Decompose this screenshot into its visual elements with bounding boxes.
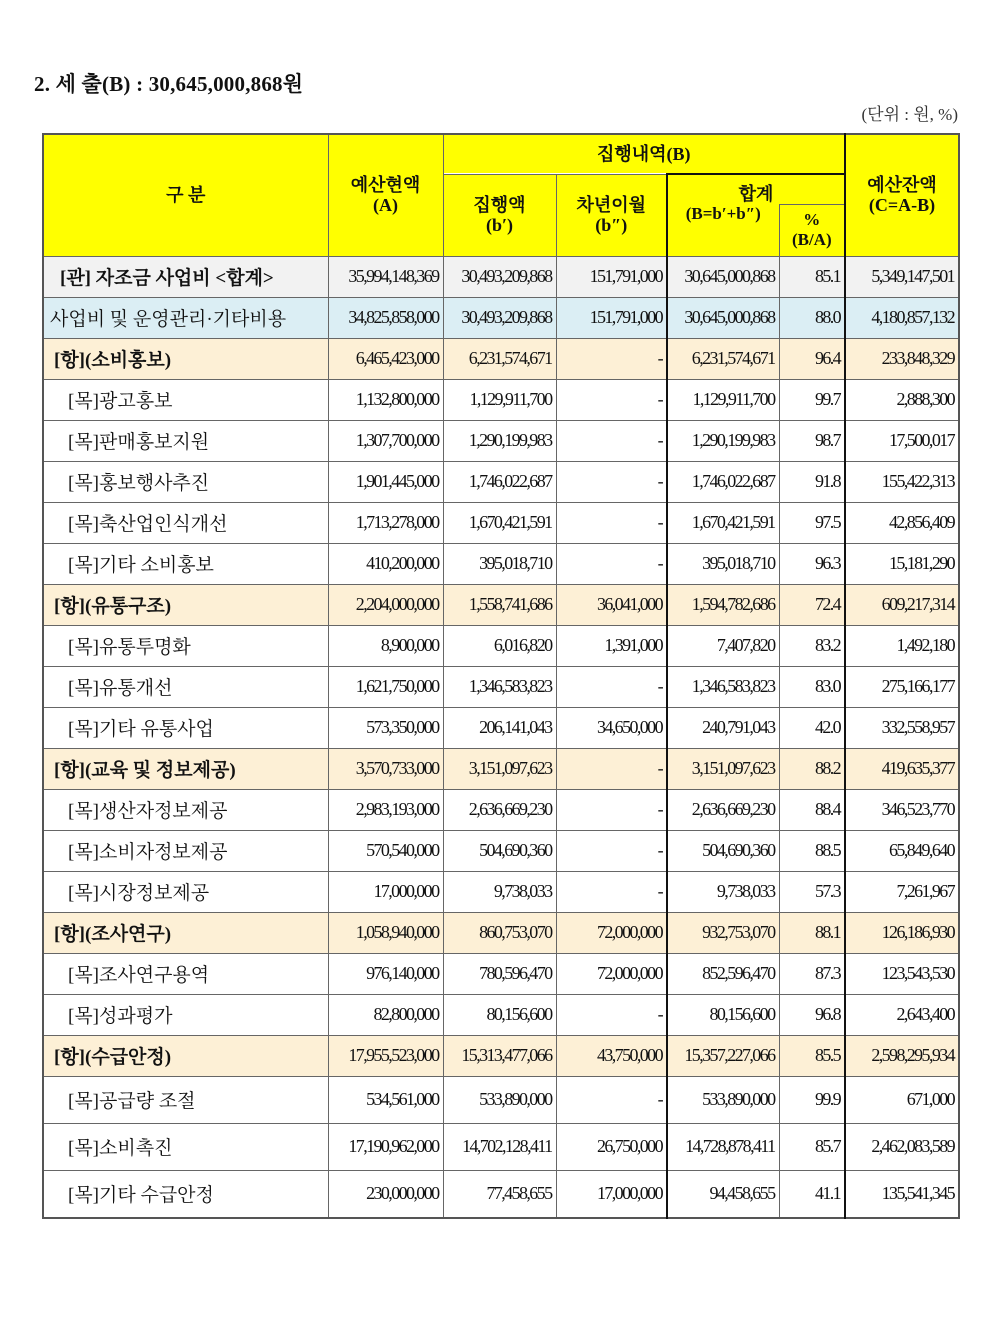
- cell-pct: 85.1: [779, 256, 845, 297]
- header-pct: % (B/A): [779, 204, 845, 256]
- cell-pct: 99.9: [779, 1076, 845, 1123]
- cell-total: 15,357,227,066: [667, 1035, 779, 1076]
- cell-carryover: -: [556, 994, 667, 1035]
- cell-carryover: -: [556, 543, 667, 584]
- table-row-mok: [43, 830, 959, 871]
- table-row-mok: [43, 994, 959, 1035]
- cell-budget: 8,900,000: [328, 625, 443, 666]
- cell-remaining: 65,849,640: [845, 830, 959, 871]
- cell-total: 240,791,043: [667, 707, 779, 748]
- cell-remaining: 5,349,147,501: [845, 256, 959, 297]
- cell-remaining: 419,635,377: [845, 748, 959, 789]
- cell-remaining: 42,856,409: [845, 502, 959, 543]
- cell-executed: 14,702,128,411: [443, 1123, 556, 1170]
- cell-budget: 6,465,423,000: [328, 338, 443, 379]
- row-label: [항](교육 및 정보제공): [43, 748, 328, 789]
- cell-remaining: 2,643,400: [845, 994, 959, 1035]
- cell-carryover: 26,750,000: [556, 1123, 667, 1170]
- row-label: [목]기타 수급안정: [43, 1170, 328, 1218]
- cell-remaining: 609,217,314: [845, 584, 959, 625]
- cell-total: 1,670,421,591: [667, 502, 779, 543]
- table-row-hang: [43, 1035, 959, 1076]
- row-label: 사업비 및 운영관리·기타비용: [43, 297, 328, 338]
- cell-executed: 6,231,574,671: [443, 338, 556, 379]
- cell-pct: 97.5: [779, 502, 845, 543]
- header-total-sub: (B=b′+b″): [667, 204, 779, 256]
- cell-remaining: 2,888,300: [845, 379, 959, 420]
- cell-remaining: 123,543,530: [845, 953, 959, 994]
- table-row-mok: [43, 707, 959, 748]
- cell-total: 504,690,360: [667, 830, 779, 871]
- cell-total: 852,596,470: [667, 953, 779, 994]
- unit-note: (단위 : 원, %): [861, 105, 958, 124]
- cell-budget: 570,540,000: [328, 830, 443, 871]
- cell-pct: 98.7: [779, 420, 845, 461]
- cell-carryover: 34,650,000: [556, 707, 667, 748]
- cell-total: 14,728,878,411: [667, 1123, 779, 1170]
- cell-carryover: 36,041,000: [556, 584, 667, 625]
- cell-remaining: 2,462,083,589: [845, 1123, 959, 1170]
- cell-total: 932,753,070: [667, 912, 779, 953]
- row-label: [목]시장정보제공: [43, 871, 328, 912]
- cell-executed: 1,746,022,687: [443, 461, 556, 502]
- cell-executed: 504,690,360: [443, 830, 556, 871]
- cell-pct: 96.3: [779, 543, 845, 584]
- cell-pct: 85.7: [779, 1123, 845, 1170]
- header-executed: 집행액 (b′): [443, 174, 556, 256]
- table-row-mok: [43, 666, 959, 707]
- cell-budget: 3,570,733,000: [328, 748, 443, 789]
- cell-pct: 83.2: [779, 625, 845, 666]
- cell-budget: 573,350,000: [328, 707, 443, 748]
- row-label: [목]공급량 조절: [43, 1076, 328, 1123]
- cell-pct: 96.8: [779, 994, 845, 1035]
- section-title: 2. 세 출(B) : 30,645,000,868원: [34, 72, 304, 96]
- cell-total: 30,645,000,868: [667, 256, 779, 297]
- header-carryover: 차년이월 (b″): [556, 174, 667, 256]
- cell-carryover: -: [556, 1076, 667, 1123]
- cell-executed: 1,670,421,591: [443, 502, 556, 543]
- row-label: [목]소비자정보제공: [43, 830, 328, 871]
- row-label: [목]소비촉진: [43, 1123, 328, 1170]
- cell-carryover: -: [556, 830, 667, 871]
- table-row-sub: [43, 297, 959, 338]
- cell-carryover: 1,391,000: [556, 625, 667, 666]
- cell-total: 94,458,655: [667, 1170, 779, 1218]
- table-row-hang: [43, 748, 959, 789]
- table-row-mok: [43, 420, 959, 461]
- header-execution-group: 집행내역(B): [443, 134, 845, 174]
- cell-remaining: 126,186,930: [845, 912, 959, 953]
- cell-executed: 15,313,477,066: [443, 1035, 556, 1076]
- cell-pct: 99.7: [779, 379, 845, 420]
- row-label: [항](유통구조): [43, 584, 328, 625]
- cell-carryover: -: [556, 748, 667, 789]
- cell-carryover: 17,000,000: [556, 1170, 667, 1218]
- cell-executed: 1,346,583,823: [443, 666, 556, 707]
- cell-carryover: -: [556, 461, 667, 502]
- table-row-mok: [43, 953, 959, 994]
- cell-budget: 17,190,962,000: [328, 1123, 443, 1170]
- cell-executed: 30,493,209,868: [443, 297, 556, 338]
- cell-total: 7,407,820: [667, 625, 779, 666]
- table-row-hang: [43, 912, 959, 953]
- cell-pct: 88.0: [779, 297, 845, 338]
- cell-budget: 410,200,000: [328, 543, 443, 584]
- table-row-mok: [43, 379, 959, 420]
- cell-budget: 534,561,000: [328, 1076, 443, 1123]
- cell-remaining: 4,180,857,132: [845, 297, 959, 338]
- cell-executed: 3,151,097,623: [443, 748, 556, 789]
- cell-total: 1,346,583,823: [667, 666, 779, 707]
- cell-remaining: 346,523,770: [845, 789, 959, 830]
- row-label: [항](소비홍보): [43, 338, 328, 379]
- cell-carryover: 43,750,000: [556, 1035, 667, 1076]
- cell-pct: 96.4: [779, 338, 845, 379]
- cell-budget: 82,800,000: [328, 994, 443, 1035]
- cell-executed: 780,596,470: [443, 953, 556, 994]
- cell-carryover: -: [556, 338, 667, 379]
- cell-total: 1,594,782,686: [667, 584, 779, 625]
- cell-remaining: 15,181,290: [845, 543, 959, 584]
- cell-budget: 1,132,800,000: [328, 379, 443, 420]
- cell-total: 80,156,600: [667, 994, 779, 1035]
- row-label: [목]생산자정보제공: [43, 789, 328, 830]
- cell-budget: 17,000,000: [328, 871, 443, 912]
- cell-remaining: 233,848,329: [845, 338, 959, 379]
- cell-total: 3,151,097,623: [667, 748, 779, 789]
- cell-remaining: 332,558,957: [845, 707, 959, 748]
- cell-remaining: 1,492,180: [845, 625, 959, 666]
- cell-carryover: -: [556, 379, 667, 420]
- cell-pct: 72.4: [779, 584, 845, 625]
- cell-remaining: 155,422,313: [845, 461, 959, 502]
- cell-budget: 1,713,278,000: [328, 502, 443, 543]
- cell-executed: 30,493,209,868: [443, 256, 556, 297]
- cell-budget: 2,983,193,000: [328, 789, 443, 830]
- cell-executed: 77,458,655: [443, 1170, 556, 1218]
- cell-carryover: 151,791,000: [556, 256, 667, 297]
- row-label: [목]유통개선: [43, 666, 328, 707]
- cell-remaining: 135,541,345: [845, 1170, 959, 1218]
- cell-executed: 533,890,000: [443, 1076, 556, 1123]
- cell-budget: 17,955,523,000: [328, 1035, 443, 1076]
- cell-executed: 1,129,911,700: [443, 379, 556, 420]
- cell-pct: 88.5: [779, 830, 845, 871]
- table-row-mok: [43, 1123, 959, 1170]
- cell-budget: 976,140,000: [328, 953, 443, 994]
- cell-executed: 1,290,199,983: [443, 420, 556, 461]
- row-label: [목]기타 소비홍보: [43, 543, 328, 584]
- row-label: [관] 자조금 사업비 <합계>: [43, 256, 328, 297]
- cell-total: 1,290,199,983: [667, 420, 779, 461]
- cell-pct: 87.3: [779, 953, 845, 994]
- cell-budget: 230,000,000: [328, 1170, 443, 1218]
- table-row-hang: [43, 584, 959, 625]
- cell-budget: 2,204,000,000: [328, 584, 443, 625]
- expenditure-table: [42, 133, 960, 1219]
- cell-executed: 206,141,043: [443, 707, 556, 748]
- cell-pct: 83.0: [779, 666, 845, 707]
- cell-budget: 34,825,858,000: [328, 297, 443, 338]
- header-budget: 예산현액 (A): [328, 134, 443, 256]
- cell-pct: 42.0: [779, 707, 845, 748]
- cell-total: 6,231,574,671: [667, 338, 779, 379]
- cell-pct: 91.8: [779, 461, 845, 502]
- cell-remaining: 275,166,177: [845, 666, 959, 707]
- table-row-hang: [43, 338, 959, 379]
- table-row-mok: [43, 543, 959, 584]
- table-row-mok: [43, 1170, 959, 1218]
- cell-executed: 9,738,033: [443, 871, 556, 912]
- cell-executed: 80,156,600: [443, 994, 556, 1035]
- cell-total: 395,018,710: [667, 543, 779, 584]
- cell-executed: 2,636,669,230: [443, 789, 556, 830]
- row-label: [목]성과평가: [43, 994, 328, 1035]
- cell-carryover: 72,000,000: [556, 912, 667, 953]
- cell-pct: 85.5: [779, 1035, 845, 1076]
- row-label: [목]조사연구용역: [43, 953, 328, 994]
- cell-remaining: 17,500,017: [845, 420, 959, 461]
- table-row-total: [43, 256, 959, 297]
- row-label: [목]유통투명화: [43, 625, 328, 666]
- cell-carryover: -: [556, 666, 667, 707]
- cell-remaining: 2,598,295,934: [845, 1035, 959, 1076]
- header-remaining: 예산잔액 (C=A-B): [845, 134, 959, 256]
- table-row-mok: [43, 789, 959, 830]
- row-label: [목]광고홍보: [43, 379, 328, 420]
- cell-total: 533,890,000: [667, 1076, 779, 1123]
- table-row-mok: [43, 625, 959, 666]
- table-row-mok: [43, 1076, 959, 1123]
- cell-carryover: 151,791,000: [556, 297, 667, 338]
- cell-total: 2,636,669,230: [667, 789, 779, 830]
- row-label: [목]기타 유통사업: [43, 707, 328, 748]
- cell-carryover: 72,000,000: [556, 953, 667, 994]
- cell-pct: 57.3: [779, 871, 845, 912]
- row-label: [항](수급안정): [43, 1035, 328, 1076]
- cell-executed: 1,558,741,686: [443, 584, 556, 625]
- row-label: [목]홍보행사추진: [43, 461, 328, 502]
- header-category: 구 분: [43, 134, 328, 256]
- header-total: 합계: [667, 174, 845, 204]
- cell-remaining: 671,000: [845, 1076, 959, 1123]
- cell-total: 1,129,911,700: [667, 379, 779, 420]
- cell-total: 1,746,022,687: [667, 461, 779, 502]
- cell-budget: 35,994,148,369: [328, 256, 443, 297]
- cell-budget: 1,307,700,000: [328, 420, 443, 461]
- cell-carryover: -: [556, 789, 667, 830]
- cell-carryover: -: [556, 871, 667, 912]
- cell-total: 30,645,000,868: [667, 297, 779, 338]
- table-row-mok: [43, 461, 959, 502]
- cell-pct: 41.1: [779, 1170, 845, 1218]
- cell-remaining: 7,261,967: [845, 871, 959, 912]
- table-row-mok: [43, 502, 959, 543]
- row-label: [목]축산업인식개선: [43, 502, 328, 543]
- cell-budget: 1,058,940,000: [328, 912, 443, 953]
- cell-carryover: -: [556, 502, 667, 543]
- cell-carryover: -: [556, 420, 667, 461]
- cell-pct: 88.4: [779, 789, 845, 830]
- cell-budget: 1,621,750,000: [328, 666, 443, 707]
- row-label: [목]판매홍보지원: [43, 420, 328, 461]
- cell-budget: 1,901,445,000: [328, 461, 443, 502]
- cell-pct: 88.2: [779, 748, 845, 789]
- row-label: [항](조사연구): [43, 912, 328, 953]
- cell-executed: 395,018,710: [443, 543, 556, 584]
- cell-executed: 6,016,820: [443, 625, 556, 666]
- cell-pct: 88.1: [779, 912, 845, 953]
- cell-total: 9,738,033: [667, 871, 779, 912]
- table-row-mok: [43, 871, 959, 912]
- cell-executed: 860,753,070: [443, 912, 556, 953]
